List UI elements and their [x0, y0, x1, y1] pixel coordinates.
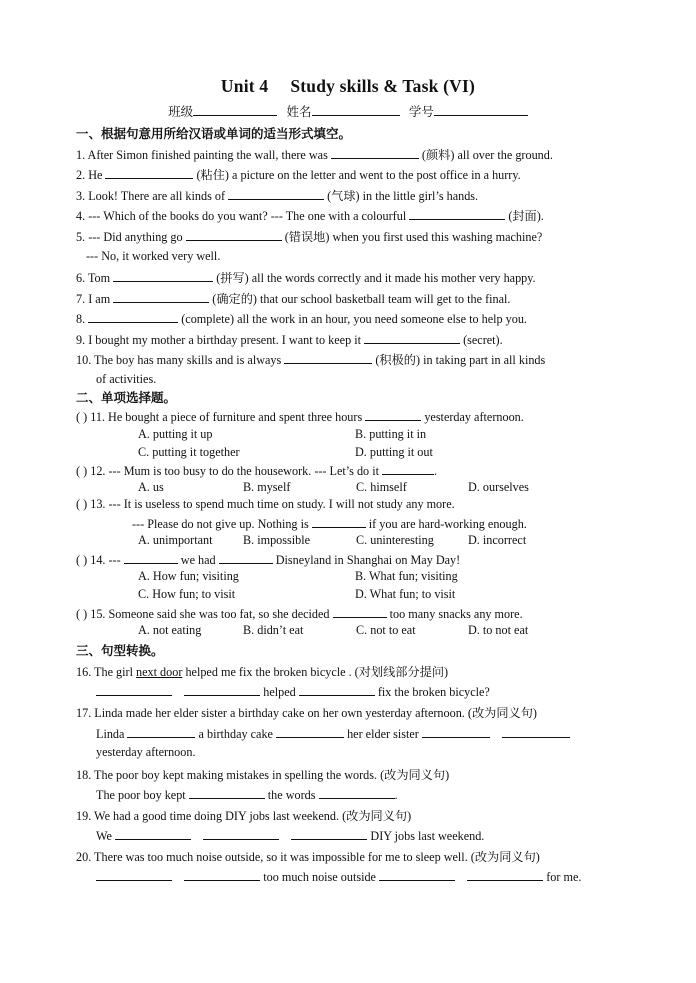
answer-blank[interactable]: [422, 725, 490, 738]
fill-item-4: [76, 207, 544, 224]
item-text: 9. I bought my mother a birthday present. I want to keep it: [76, 333, 361, 347]
fill-item-7: [76, 290, 510, 307]
item-text: 2. He: [76, 168, 103, 182]
option-a[interactable]: A. unimportant: [138, 533, 213, 547]
answer-blank[interactable]: [96, 868, 172, 881]
item-text: 4. --- Which of the books do you want? --- The one with a colourful: [76, 209, 407, 223]
answer-paren[interactable]: ( ): [76, 497, 88, 511]
transform-answer-17-cont: [96, 745, 196, 760]
item-hint: (确定的) that our school basketball team will get to the final.: [212, 292, 511, 306]
answer-text: her elder sister: [347, 727, 419, 741]
transform-answer-17: [96, 725, 570, 742]
question-text: 20. There was too much noise outside, so it was impossible for me to sleep well. (改为同义句): [76, 850, 540, 864]
answer-text: fix the broken bicycle?: [377, 685, 490, 699]
question-stem: --- Please do not give up. Nothing is: [132, 517, 309, 531]
answer-blank[interactable]: [291, 827, 367, 840]
item-text: 5. --- Did anything go: [76, 230, 183, 244]
answer-paren[interactable]: ( ): [76, 464, 88, 478]
name-label: 姓名: [286, 105, 312, 119]
transform-question-20: [76, 848, 540, 865]
transform-answer-19: [96, 827, 484, 844]
answer-blank[interactable]: [333, 605, 387, 618]
answer-text: too much noise outside: [263, 870, 376, 884]
option-c[interactable]: C. putting it together: [138, 445, 240, 459]
item-hint: (secret).: [463, 333, 503, 347]
answer-blank[interactable]: [409, 207, 505, 220]
item-text: 3. Look! There are all kinds of: [76, 189, 226, 203]
option-d[interactable]: D. incorrect: [468, 533, 527, 547]
answer-blank[interactable]: [276, 725, 344, 738]
fill-item-5-response: [86, 249, 220, 264]
answer-blank[interactable]: [331, 146, 419, 159]
answer-blank[interactable]: [124, 551, 178, 564]
option-d[interactable]: D. putting it out: [355, 445, 433, 459]
option-b[interactable]: B. myself: [243, 480, 291, 494]
answer-text: for me.: [546, 870, 582, 884]
answer-blank[interactable]: [186, 228, 282, 241]
class-blank[interactable]: [193, 103, 277, 116]
answer-blank[interactable]: [502, 725, 570, 738]
fill-item-10-cont: [96, 372, 156, 387]
option-c[interactable]: C. How fun; to visit: [138, 587, 236, 601]
answer-blank[interactable]: [115, 827, 191, 840]
mc-question-14: [76, 551, 460, 568]
question-13-reply: [132, 515, 527, 532]
item-hint: (颜料) all over the ground.: [421, 148, 553, 162]
item-text: 7. I am: [76, 292, 111, 306]
option-a[interactable]: A. not eating: [138, 623, 202, 637]
answer-blank[interactable]: [467, 868, 543, 881]
item-hint: (错误地) when you first used this washing machine?: [284, 230, 543, 244]
answer-blank[interactable]: [312, 515, 366, 528]
name-blank[interactable]: [312, 103, 400, 116]
fill-item-2: [76, 166, 521, 183]
option-c[interactable]: C. himself: [356, 480, 407, 494]
question-tail: yesterday afternoon.: [424, 410, 524, 424]
item-hint: (粘住) a picture on the letter and went to the post office in a hurry.: [196, 168, 521, 182]
question-text: helped me fix the broken bicycle . (对划线部分提问): [182, 665, 449, 679]
answer-blank[interactable]: [203, 827, 279, 840]
fill-item-10: [76, 351, 545, 368]
student-info-line: [0, 102, 696, 120]
item-hint: (气球) in the little girl’s hands.: [327, 189, 479, 203]
answer-blank[interactable]: [127, 725, 195, 738]
answer-blank[interactable]: [219, 551, 273, 564]
answer-blank[interactable]: [228, 187, 324, 200]
question-text: 16. The girl: [76, 665, 137, 679]
transform-question-17: [76, 704, 537, 721]
item-hint: (封面).: [508, 209, 544, 223]
question-mid: we had: [180, 553, 216, 567]
answer-blank[interactable]: [299, 683, 375, 696]
question-text: 17. Linda made her elder sister a birthday cake on her own yesterday afternoon. (改为同义句): [76, 706, 537, 720]
fill-item-6: [76, 269, 536, 286]
item-hint: (积极的) in taking part in all kinds: [375, 353, 546, 367]
question-stem: 12. --- Mum is too busy to do the housework. --- Let’s do it: [90, 464, 379, 478]
mc-question-13: [76, 497, 455, 512]
question-stem: 13. --- It is useless to spend much time on study. I will not study any more.: [90, 497, 455, 511]
answer-blank[interactable]: [105, 166, 193, 179]
question-tail: .: [434, 464, 438, 478]
fill-item-1: [76, 146, 553, 163]
question-stem: 15. Someone said she was too fat, so she decided: [90, 607, 330, 621]
answer-blank[interactable]: [184, 683, 260, 696]
answer-blank[interactable]: [364, 331, 460, 344]
number-label: 学号: [408, 105, 434, 119]
fill-item-9: [76, 331, 503, 348]
question-tail: if you are hard-working enough.: [368, 517, 527, 531]
transform-question-18: [76, 766, 449, 783]
answer-text: yesterday afternoon.: [96, 745, 196, 759]
fill-item-8: [76, 310, 527, 327]
question-tail: Disneyland in Shanghai on May Day!: [275, 553, 461, 567]
section2-heading: 二、单项选择题。: [76, 390, 177, 405]
answer-text: a birthday cake: [198, 727, 273, 741]
answer-blank[interactable]: [382, 462, 434, 475]
option-a[interactable]: A. putting it up: [138, 427, 213, 441]
mc-question-11: [76, 408, 524, 425]
option-c[interactable]: C. not to eat: [356, 623, 416, 637]
mc-question-12: [76, 462, 437, 479]
transform-answer-20: [96, 868, 581, 885]
option-d[interactable]: D. What fun; to visit: [355, 587, 456, 601]
question-stem: 14. ---: [90, 553, 121, 567]
transform-answer-16: [96, 683, 490, 700]
class-label: 班级: [168, 105, 194, 119]
page-title: [0, 76, 696, 97]
option-b[interactable]: B. putting it in: [355, 427, 427, 441]
answer-blank[interactable]: [96, 683, 172, 696]
fill-item-5: [76, 228, 542, 245]
option-a[interactable]: A. How fun; visiting: [138, 569, 239, 583]
option-b[interactable]: B. didn’t eat: [243, 623, 304, 637]
answer-text: the words: [267, 788, 316, 802]
transform-answer-18: [96, 786, 398, 803]
transform-question-16: [76, 663, 448, 680]
option-c[interactable]: C. uninteresting: [356, 533, 434, 547]
mc-question-15: [76, 605, 523, 622]
answer-text: .: [394, 788, 398, 802]
answer-text: DIY jobs last weekend.: [370, 829, 485, 843]
number-blank[interactable]: [434, 103, 528, 116]
option-b[interactable]: B. impossible: [243, 533, 311, 547]
title-topic: Study skills & Task (VI): [290, 76, 476, 96]
answer-blank[interactable]: [189, 786, 265, 799]
title-unit: Unit 4: [220, 76, 269, 96]
item-hint: (拼写) all the words correctly and it made his mother very happy.: [216, 271, 536, 285]
answer-text: Linda: [96, 727, 125, 741]
question-text: 19. We had a good time doing DIY jobs last weekend. (改为同义句): [76, 809, 412, 823]
answer-paren[interactable]: ( ): [76, 410, 88, 424]
option-a[interactable]: A. us: [138, 480, 164, 494]
answer-blank[interactable]: [88, 310, 178, 323]
answer-paren[interactable]: ( ): [76, 607, 88, 621]
answer-blank[interactable]: [365, 408, 421, 421]
question-tail: too many snacks any more.: [389, 607, 523, 621]
answer-blank[interactable]: [113, 290, 209, 303]
item-text: 1. After Simon finished painting the wall, there was: [76, 148, 328, 162]
answer-blank[interactable]: [284, 351, 372, 364]
question-text: 18. The poor boy kept making mistakes in spelling the words. (改为同义句): [76, 768, 450, 782]
answer-text: helped: [263, 685, 296, 699]
option-d[interactable]: D. to not eat: [468, 623, 529, 637]
answer-blank[interactable]: [319, 786, 395, 799]
answer-blank[interactable]: [113, 269, 213, 282]
item-text: --- No, it worked very well.: [86, 249, 221, 263]
item-text: 6. Tom: [76, 271, 111, 285]
answer-text: The poor boy kept: [96, 788, 186, 802]
question-stem: 11. He bought a piece of furniture and spent three hours: [90, 410, 363, 424]
answer-blank[interactable]: [184, 868, 260, 881]
transform-question-19: [76, 807, 411, 824]
item-hint: (complete) all the work in an hour, you need someone else to help you.: [181, 312, 527, 326]
item-text: 8.: [76, 312, 86, 326]
underlined-phrase: next door: [136, 665, 183, 679]
item-text: 10. The boy has many skills and is always: [76, 353, 282, 367]
section3-heading: 三、句型转换。: [76, 643, 164, 658]
answer-text: We: [96, 829, 112, 843]
answer-paren[interactable]: ( ): [76, 553, 88, 567]
section1-heading: 一、根据句意用所给汉语或单词的适当形式填空。: [76, 126, 352, 141]
fill-item-3: [76, 187, 478, 204]
option-d[interactable]: D. ourselves: [468, 480, 529, 494]
option-b[interactable]: B. What fun; visiting: [355, 569, 458, 583]
answer-blank[interactable]: [379, 868, 455, 881]
item-text: of activities.: [96, 372, 157, 386]
